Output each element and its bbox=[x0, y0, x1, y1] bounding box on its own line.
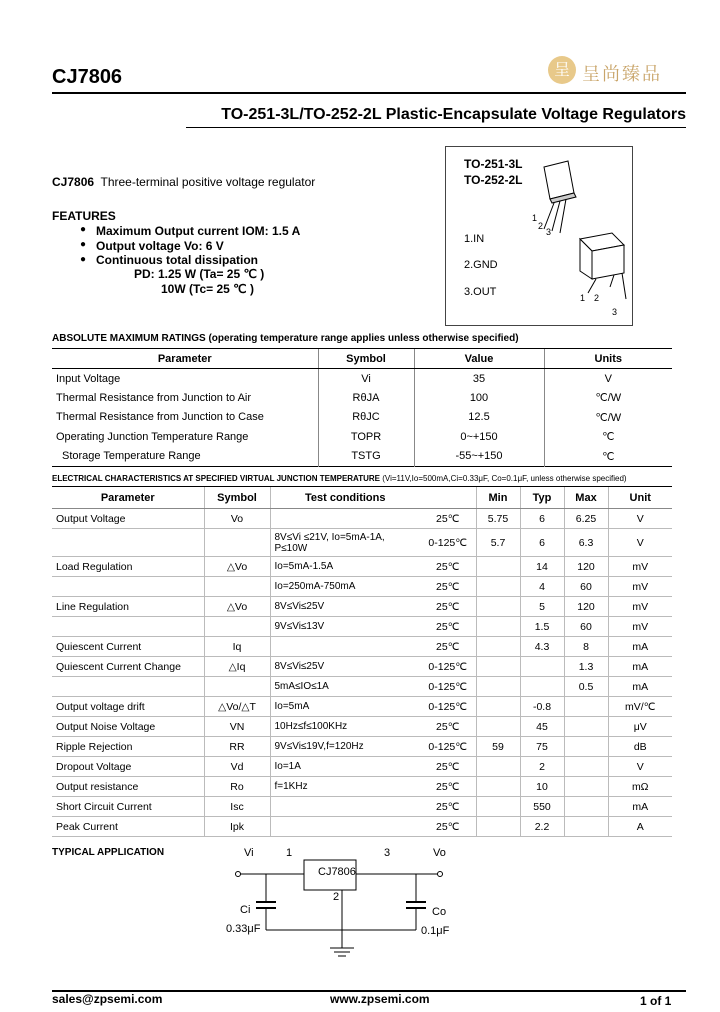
cell: 550 bbox=[520, 797, 564, 817]
cell bbox=[52, 617, 204, 637]
cell: 25℃ bbox=[420, 557, 476, 577]
cell: Operating Junction Temperature Range bbox=[56, 430, 249, 443]
cell: mA bbox=[608, 797, 672, 817]
cell bbox=[476, 757, 520, 777]
feature-item-output-current: Maximum Output current IOM: 1.5 A bbox=[96, 224, 301, 238]
cell: 45 bbox=[520, 717, 564, 737]
cell bbox=[52, 677, 204, 697]
typical-app-title: TYPICAL APPLICATION bbox=[52, 847, 165, 858]
cell bbox=[476, 557, 520, 577]
cell bbox=[476, 717, 520, 737]
cell: Ipk bbox=[204, 817, 270, 837]
cell: 120 bbox=[564, 597, 608, 617]
feature-item-dissipation: Continuous total dissipation bbox=[96, 253, 258, 267]
cell bbox=[476, 677, 520, 697]
cell: Storage Temperature Range bbox=[62, 450, 201, 462]
cell: 1.5 bbox=[520, 617, 564, 637]
circuit-vo-label: Vo bbox=[433, 847, 446, 859]
cell: TSTG bbox=[318, 447, 414, 467]
footer-website: www.zpsemi.com bbox=[330, 992, 430, 1006]
table-row bbox=[52, 797, 672, 817]
cell: 25℃ bbox=[420, 617, 476, 637]
cell: -55~+150 bbox=[414, 447, 544, 467]
to252-pin-2: 2 bbox=[594, 293, 600, 303]
table-row bbox=[52, 737, 672, 757]
circuit-co-label: Co bbox=[432, 906, 447, 918]
cell: 60 bbox=[564, 577, 608, 597]
circuit-ci-label: Ci bbox=[240, 904, 251, 916]
cell: 0-125℃ bbox=[420, 697, 476, 717]
package-label-2: TO-252-2L bbox=[464, 173, 523, 187]
cell: Io=5mA-1.5A bbox=[270, 557, 420, 577]
table-row bbox=[52, 637, 672, 657]
description-line bbox=[52, 175, 315, 189]
cell: 8V≤Vi≤25V bbox=[270, 657, 420, 677]
elec-table bbox=[52, 486, 672, 837]
cell: 25℃ bbox=[420, 797, 476, 817]
table-row bbox=[52, 427, 672, 447]
page-title: CJ7806 bbox=[52, 66, 123, 88]
cell: Iq bbox=[204, 637, 270, 657]
cell: mΩ bbox=[608, 777, 672, 797]
cell bbox=[564, 797, 608, 817]
table-row bbox=[52, 577, 672, 597]
cell: 2.2 bbox=[520, 817, 564, 837]
cell: Io=250mA-750mA bbox=[270, 577, 420, 597]
table-row bbox=[52, 777, 672, 797]
cell bbox=[52, 577, 204, 597]
abs-max-title: ABSOLUTE MAXIMUM RATINGS (operating temperature range applies unless otherwise specified) bbox=[52, 333, 519, 344]
cell: RθJC bbox=[318, 408, 414, 428]
cell bbox=[564, 817, 608, 837]
cell: Output Noise Voltage bbox=[52, 717, 204, 737]
cell bbox=[476, 657, 520, 677]
cell: Vi bbox=[318, 369, 414, 389]
cell: 75 bbox=[520, 737, 564, 757]
to252-package-icon bbox=[566, 229, 634, 309]
col-header-value: Value bbox=[414, 349, 544, 369]
cell: dB bbox=[608, 737, 672, 757]
table-row bbox=[52, 677, 672, 697]
footer-email: sales@zpsemi.com bbox=[52, 992, 163, 1006]
circuit-pin1-label: 1 bbox=[286, 847, 293, 859]
table-row bbox=[52, 597, 672, 617]
table-row bbox=[52, 657, 672, 677]
company-logo bbox=[548, 56, 688, 86]
col-header-temp bbox=[420, 487, 476, 509]
col-header-symbol: Symbol bbox=[318, 349, 414, 369]
abs-max-table bbox=[52, 348, 672, 467]
cell: 25℃ bbox=[420, 509, 476, 529]
cell: △Vo/△T bbox=[204, 697, 270, 717]
circuit-pin3-label: 3 bbox=[384, 847, 391, 859]
cell bbox=[476, 697, 520, 717]
cell bbox=[52, 529, 204, 557]
cell: Vd bbox=[204, 757, 270, 777]
cell bbox=[564, 757, 608, 777]
typical-application-circuit bbox=[220, 844, 460, 968]
circuit-pin2-label: 2 bbox=[333, 891, 340, 903]
cell bbox=[564, 777, 608, 797]
col-header-max: Max bbox=[564, 487, 608, 509]
cell: VN bbox=[204, 717, 270, 737]
cell: ℃ bbox=[544, 427, 672, 447]
cell: mV bbox=[608, 597, 672, 617]
cell: 0-125℃ bbox=[420, 737, 476, 757]
to251-package-icon bbox=[526, 159, 586, 239]
cell bbox=[476, 597, 520, 617]
cell: 0.5 bbox=[564, 677, 608, 697]
cell: Quiescent Current bbox=[52, 637, 204, 657]
cell: △Vo bbox=[204, 597, 270, 617]
elec-conditions: (Vi=11V,Io=500mA,Ci=0.33μF, Co=0.1μF, unless otherwise specified) bbox=[382, 474, 627, 483]
cell: mA bbox=[608, 657, 672, 677]
cell bbox=[476, 797, 520, 817]
cell bbox=[564, 717, 608, 737]
cell: 120 bbox=[564, 557, 608, 577]
to251-pin-2: 2 bbox=[538, 221, 544, 231]
elec-title-line bbox=[52, 474, 627, 483]
cell: 6.3 bbox=[564, 529, 608, 557]
cell: V bbox=[608, 757, 672, 777]
bullet-icon: ● bbox=[80, 224, 87, 235]
pin-label-in: 1.IN bbox=[464, 233, 485, 245]
header-rule bbox=[52, 92, 686, 94]
cell: mV bbox=[608, 577, 672, 597]
col-header-test-conditions: Test conditions bbox=[270, 487, 420, 509]
pin-label-gnd: 2.GND bbox=[464, 259, 498, 271]
cell: 8 bbox=[564, 637, 608, 657]
cell bbox=[564, 737, 608, 757]
cell: △Iq bbox=[204, 657, 270, 677]
cell: 25℃ bbox=[420, 757, 476, 777]
cell: 4 bbox=[520, 577, 564, 597]
cell: ℃ bbox=[544, 447, 672, 467]
cell: Ro bbox=[204, 777, 270, 797]
cell: 10 bbox=[520, 777, 564, 797]
bullet-icon: ● bbox=[80, 254, 87, 265]
cell bbox=[204, 529, 270, 557]
cell: 14 bbox=[520, 557, 564, 577]
cell: 59 bbox=[476, 737, 520, 757]
cell: 25℃ bbox=[420, 637, 476, 657]
pin-label-out: 3.OUT bbox=[464, 286, 497, 298]
cell: mA bbox=[608, 677, 672, 697]
cell: V bbox=[608, 509, 672, 529]
cell: f=1KHz bbox=[270, 777, 420, 797]
cell: Ripple Rejection bbox=[52, 737, 204, 757]
table-row bbox=[52, 697, 672, 717]
table-row bbox=[52, 408, 672, 428]
table-row bbox=[52, 717, 672, 737]
table-row bbox=[52, 557, 672, 577]
description-text: Three-terminal positive voltage regulator bbox=[100, 175, 316, 189]
cell: A bbox=[608, 817, 672, 837]
table-header-row bbox=[52, 349, 672, 369]
cell: Output resistance bbox=[52, 777, 204, 797]
cell: 25℃ bbox=[420, 597, 476, 617]
cell: 0-125℃ bbox=[420, 677, 476, 697]
col-header-parameter: Parameter bbox=[52, 349, 318, 369]
cell: Io=5mA bbox=[270, 697, 420, 717]
cell: 0~+150 bbox=[414, 427, 544, 447]
logo-name: 呈尚臻品 bbox=[582, 64, 662, 85]
document-subtitle: TO-251-3L/TO-252-2L Plastic-Encapsulate Voltage Regulators bbox=[221, 106, 686, 123]
circuit-chip-label: CJ7806 bbox=[318, 866, 356, 878]
feature-pd-tc: 10W (Tc= 25 ℃ ) bbox=[161, 282, 254, 296]
cell bbox=[476, 777, 520, 797]
cell: 25℃ bbox=[420, 817, 476, 837]
cell bbox=[520, 657, 564, 677]
cell bbox=[476, 617, 520, 637]
logo-seal-icon: 呈 bbox=[548, 56, 576, 84]
cell: 25℃ bbox=[420, 717, 476, 737]
table-row bbox=[52, 757, 672, 777]
elec-title: ELECTRICAL CHARACTERISTICS AT SPECIFIED VIRTUAL JUNCTION TEMPERATURE bbox=[52, 474, 381, 483]
to251-pin-3: 3 bbox=[546, 227, 552, 237]
cell: 4.3 bbox=[520, 637, 564, 657]
cell: 8V≤Vi ≤21V, Io=5mA-1A, P≤10W bbox=[270, 529, 420, 557]
cell: Line Regulation bbox=[52, 597, 204, 617]
subtitle-rule bbox=[186, 127, 686, 128]
cell: 10Hz≤f≤100KHz bbox=[270, 717, 420, 737]
cell: Peak Current bbox=[52, 817, 204, 837]
cell: 2 bbox=[520, 757, 564, 777]
cell: Load Regulation bbox=[52, 557, 204, 577]
cell: Dropout Voltage bbox=[52, 757, 204, 777]
cell bbox=[564, 697, 608, 717]
table-row bbox=[52, 369, 672, 389]
cell: Vo bbox=[204, 509, 270, 529]
cell: 5 bbox=[520, 597, 564, 617]
circuit-co-value: 0.1μF bbox=[421, 925, 450, 937]
col-header-units: Units bbox=[544, 349, 672, 369]
to252-pin-1: 1 bbox=[580, 293, 586, 303]
col-header-typ: Typ bbox=[520, 487, 564, 509]
col-header-symbol: Symbol bbox=[204, 487, 270, 509]
table-row bbox=[52, 388, 672, 408]
cell bbox=[270, 817, 420, 837]
cell bbox=[476, 577, 520, 597]
cell: 6.25 bbox=[564, 509, 608, 529]
cell: 60 bbox=[564, 617, 608, 637]
table-header-row bbox=[52, 487, 672, 509]
table-row bbox=[52, 509, 672, 529]
cell: Output Voltage bbox=[52, 509, 204, 529]
cell: 0-125℃ bbox=[420, 529, 476, 557]
cell: Quiescent Current Change bbox=[52, 657, 204, 677]
cell: Thermal Resistance from Junction to Case bbox=[56, 411, 264, 424]
cell bbox=[476, 817, 520, 837]
cell: Thermal Resistance from Junction to Air bbox=[56, 391, 252, 404]
cell: 9V≤Vi≤13V bbox=[270, 617, 420, 637]
cell: Input Voltage bbox=[56, 372, 121, 385]
cell: 100 bbox=[414, 388, 544, 408]
table-row bbox=[52, 617, 672, 637]
feature-pd-ta: PD: 1.25 W (Ta= 25 ℃ ) bbox=[134, 267, 265, 281]
cell: mV bbox=[608, 557, 672, 577]
cell: ℃/W bbox=[544, 388, 672, 408]
cell: TOPR bbox=[318, 427, 414, 447]
table-row bbox=[52, 447, 672, 467]
cell: mV/℃ bbox=[608, 697, 672, 717]
footer-page-number: 1 of 1 bbox=[640, 994, 672, 1008]
cell: mV bbox=[608, 617, 672, 637]
cell bbox=[204, 677, 270, 697]
cell: 9V≤Vi≤19V,f=120Hz bbox=[270, 737, 420, 757]
cell: -0.8 bbox=[520, 697, 564, 717]
col-header-unit: Unit bbox=[608, 487, 672, 509]
col-header-parameter: Parameter bbox=[52, 487, 204, 509]
cell: V bbox=[608, 529, 672, 557]
cell: RR bbox=[204, 737, 270, 757]
col-header-min: Min bbox=[476, 487, 520, 509]
feature-item-output-voltage: Output voltage Vo: 6 V bbox=[96, 239, 224, 253]
to252-pin-3: 3 bbox=[612, 307, 618, 317]
bullet-icon: ● bbox=[80, 239, 87, 250]
features-heading: FEATURES bbox=[52, 209, 116, 223]
cell: ℃/W bbox=[544, 408, 672, 428]
package-label-1: TO-251-3L bbox=[464, 157, 523, 171]
cell bbox=[476, 637, 520, 657]
cell: 0-125℃ bbox=[420, 657, 476, 677]
cell: 12.5 bbox=[414, 408, 544, 428]
cell bbox=[270, 797, 420, 817]
cell: RθJA bbox=[318, 388, 414, 408]
cell bbox=[270, 637, 420, 657]
cell: μV bbox=[608, 717, 672, 737]
cell bbox=[204, 617, 270, 637]
circuit-vi-label: Vi bbox=[244, 847, 254, 859]
cell bbox=[270, 509, 420, 529]
cell: 25℃ bbox=[420, 777, 476, 797]
cell: Isc bbox=[204, 797, 270, 817]
cell: Short Circuit Current bbox=[52, 797, 204, 817]
circuit-ci-value: 0.33μF bbox=[226, 923, 261, 935]
table-row bbox=[52, 817, 672, 837]
cell: Io=1A bbox=[270, 757, 420, 777]
cell: 1.3 bbox=[564, 657, 608, 677]
cell: △Vo bbox=[204, 557, 270, 577]
cell: V bbox=[544, 369, 672, 389]
cell: Output voltage drift bbox=[52, 697, 204, 717]
cell: 25℃ bbox=[420, 577, 476, 597]
description-part: CJ7806 bbox=[52, 175, 95, 189]
cell: 6 bbox=[520, 529, 564, 557]
cell: 35 bbox=[414, 369, 544, 389]
package-diagram-box bbox=[445, 146, 633, 326]
cell: 6 bbox=[520, 509, 564, 529]
cell: mA bbox=[608, 637, 672, 657]
to251-pin-1: 1 bbox=[532, 213, 538, 223]
cell bbox=[204, 577, 270, 597]
cell: 5.7 bbox=[476, 529, 520, 557]
table-row bbox=[52, 529, 672, 557]
cell bbox=[520, 677, 564, 697]
cell: 5.75 bbox=[476, 509, 520, 529]
cell: 5mA≤IO≤1A bbox=[270, 677, 420, 697]
cell: 8V≤Vi≤25V bbox=[270, 597, 420, 617]
